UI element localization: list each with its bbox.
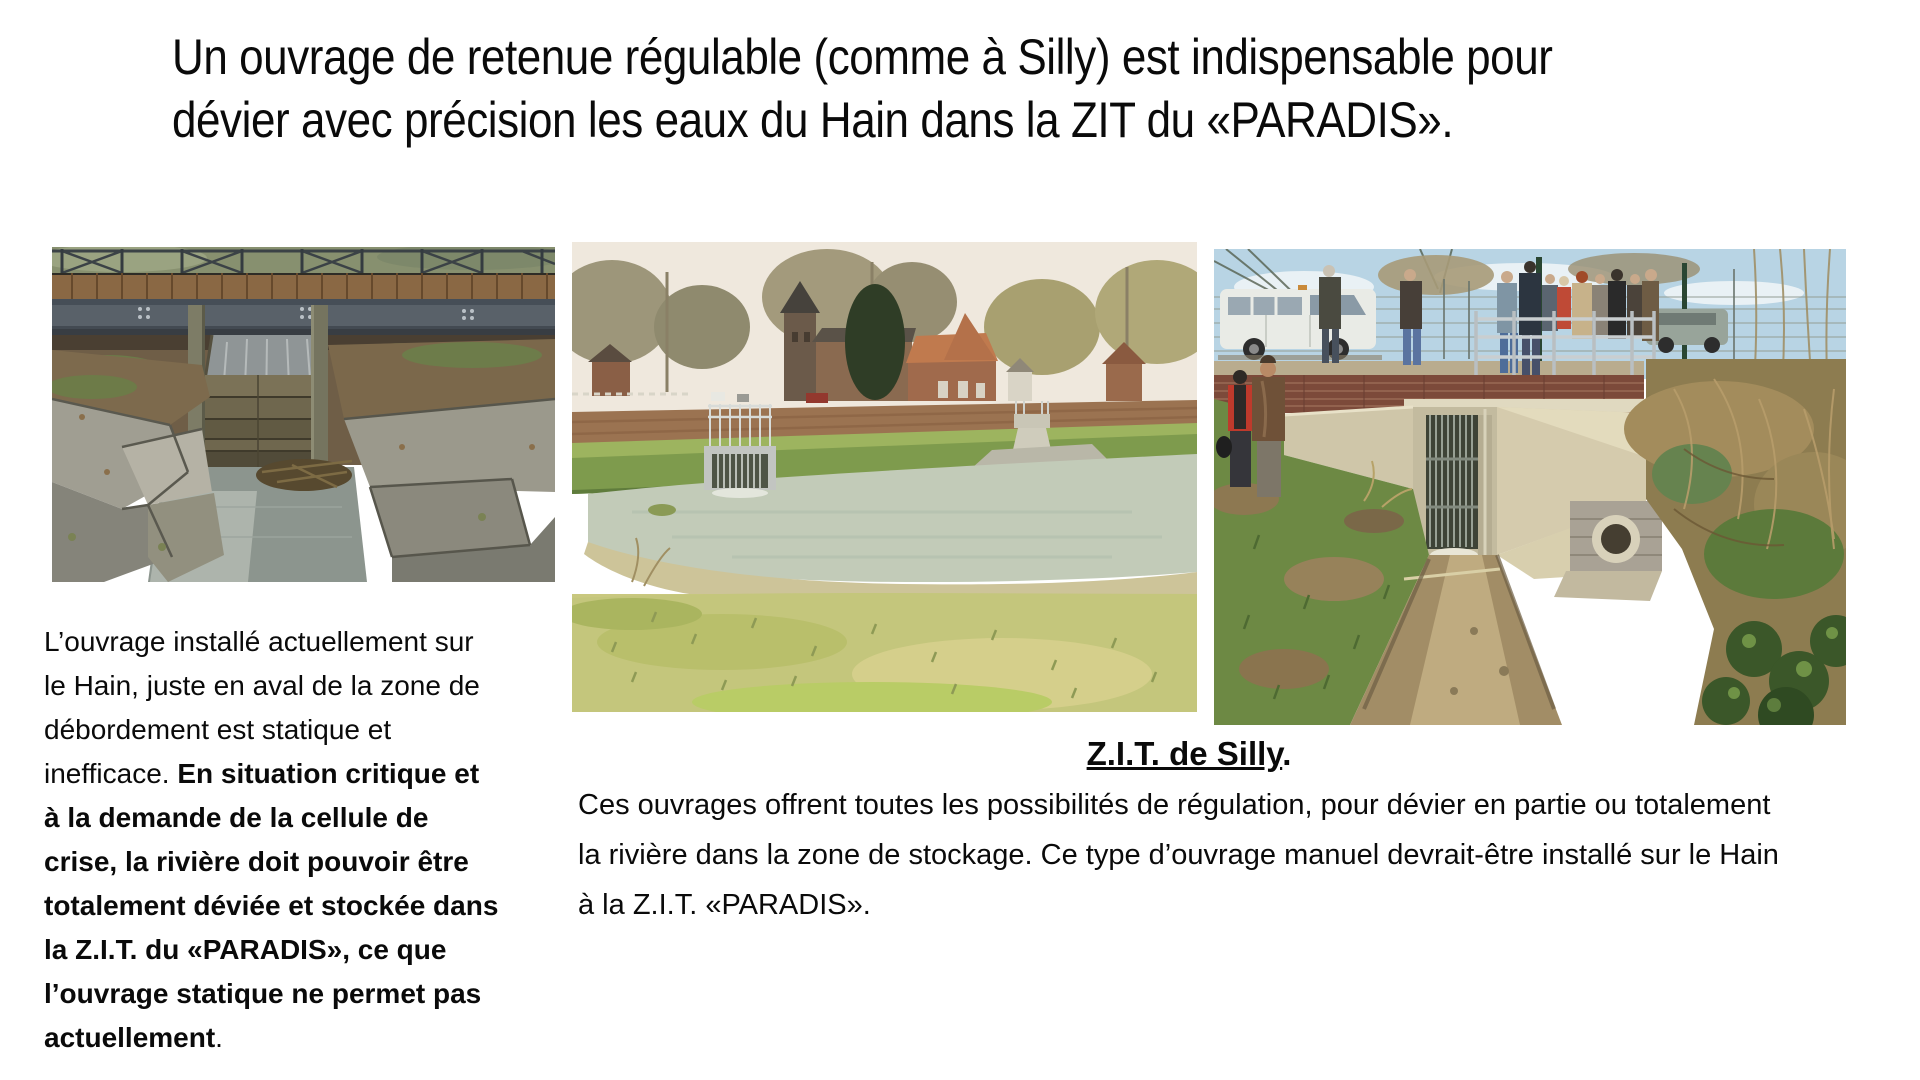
slide-title-line2: dévier avec précision les eaux du Hain dans la ZIT du «PARADIS». — [172, 92, 1454, 148]
photo-static-weir-svg — [52, 247, 555, 582]
left-text-block — [44, 620, 502, 1060]
caption-title — [578, 730, 1800, 778]
caption-title-text: Z.I.T. de Silly — [1086, 735, 1283, 772]
photo-static-weir-under-bridge — [52, 247, 555, 582]
photo-sluice-svg — [1214, 249, 1846, 725]
left-text-bold: En situation critique et à la demande de la cellule de crise, la rivière doit pouvoir être totalement déviée et stockée dans la Z.I.T. du «PARADIS», ce que l’ouvrage statique ne permet pas actuellement — [44, 758, 499, 1053]
caption-body: Ces ouvrages offrent toutes les possibilités de régulation, pour dévier en partie ou totalement la rivière dans la zone de stockage. Ce type d’ouvrage manuel devrait-être installé sur le Hain à la Z.I.T. «PARADIS». — [578, 789, 1779, 921]
left-rock-bank — [52, 350, 224, 582]
culvert-pipe-wall — [1554, 501, 1662, 601]
photo-basin-svg — [572, 242, 1197, 712]
slide-title-line1: Un ouvrage de retenue régulable (comme à Silly) est indispensable pour — [172, 29, 1553, 85]
photo-silly-retention-basin — [572, 242, 1197, 712]
left-text-regular: L’ouvrage installé actuellement sur le Hain, juste en aval de la zone de débordement est statique et inefficace. — [44, 626, 480, 789]
left-text-tail: . — [215, 1022, 223, 1053]
caption-block — [578, 730, 1800, 930]
photo-manual-sluice-visit — [1214, 249, 1846, 725]
outlet-cage-structure — [704, 404, 776, 498]
slide-title — [172, 26, 1741, 152]
caption-title-period: . — [1282, 735, 1292, 772]
